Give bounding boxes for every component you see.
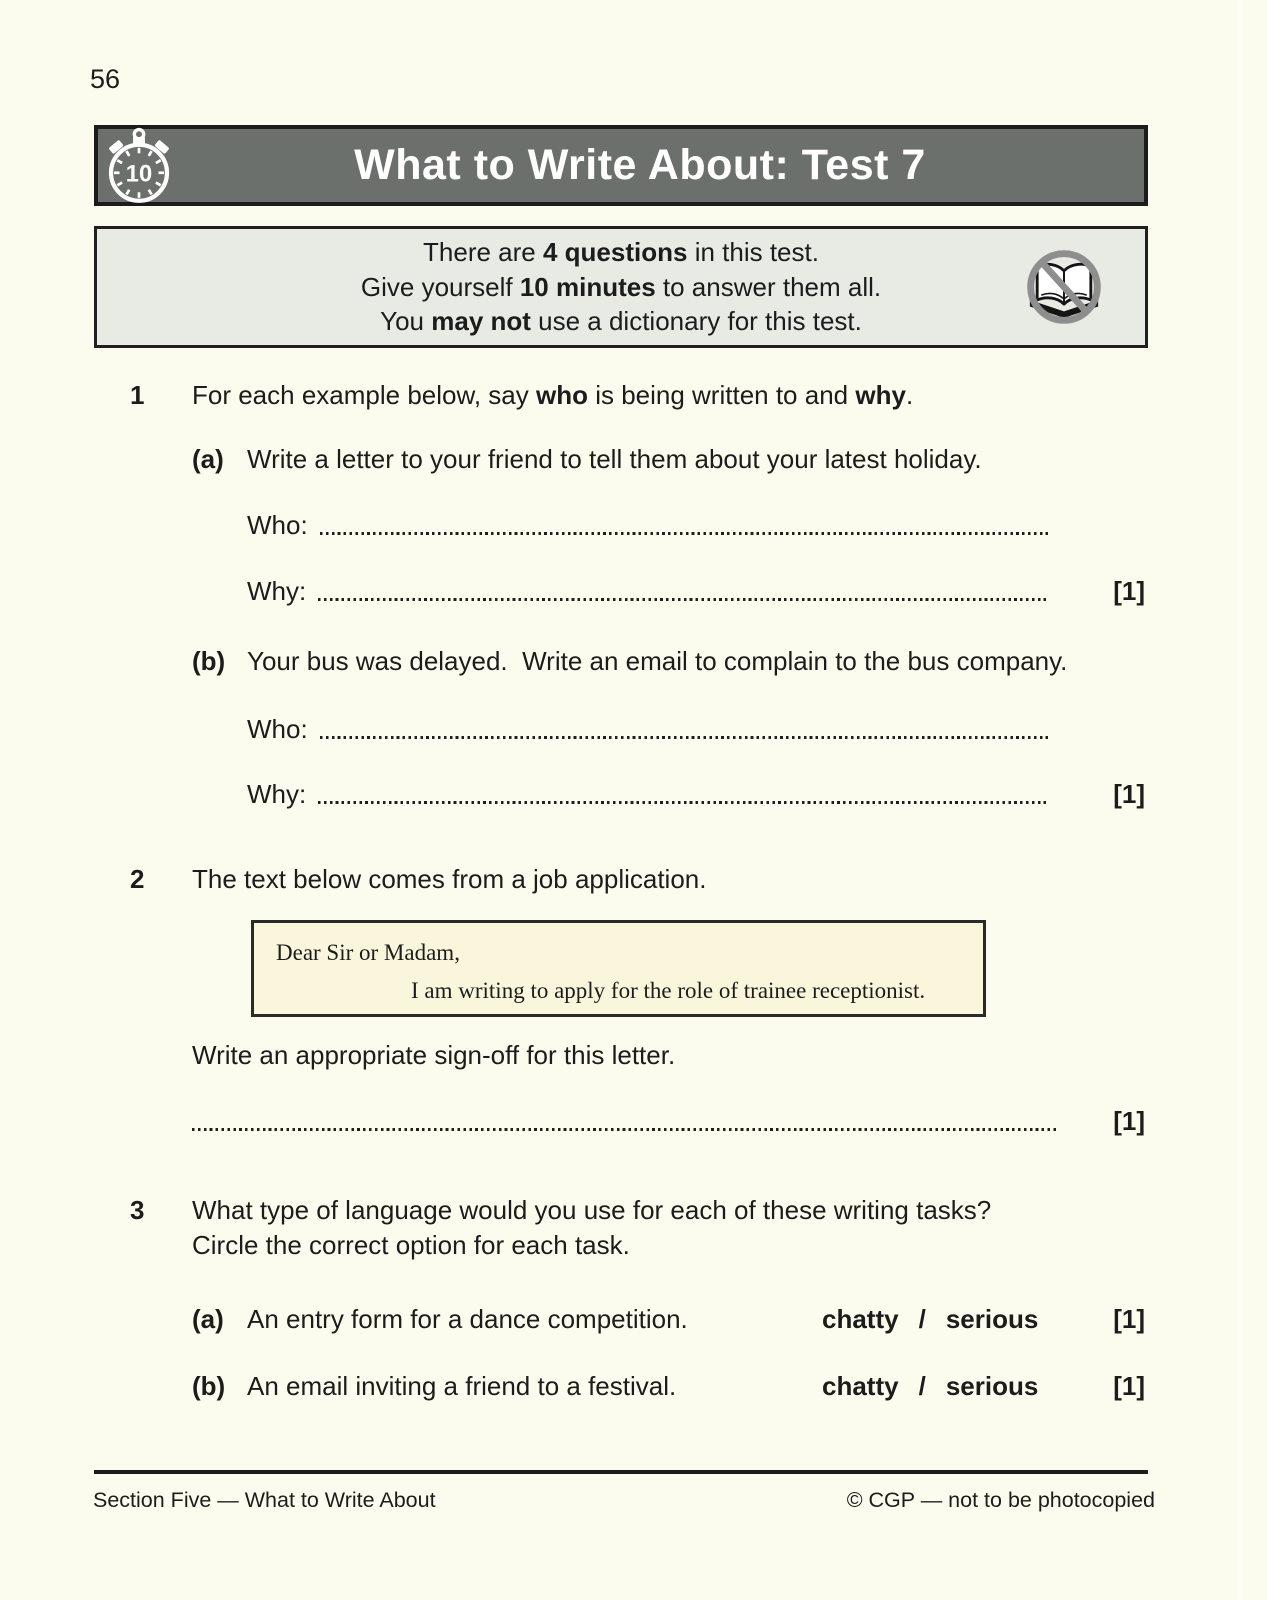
question-text-emphasis: why [855,380,906,410]
test-instructions-box [94,226,1148,348]
test-title-bar [94,125,1148,206]
letter-line: Dear Sir or Madam, [276,940,460,965]
question-1a [192,444,1152,474]
option-separator: / [918,1304,926,1334]
part-label: (a) [192,444,224,474]
answer-line [320,532,1048,535]
question-1b [192,646,1152,676]
letter-extract-box [251,920,986,1017]
who-label: Who: [247,510,308,540]
instruction-line [361,270,881,305]
question-text [192,380,913,410]
question-text-line: Circle the correct option for each task. [192,1230,630,1260]
answer-line [192,1128,1056,1131]
question-3b [192,1371,1145,1401]
answer-line [320,736,1048,739]
footer-rule [94,1470,1148,1474]
option-serious: serious [945,1371,1039,1401]
answer-row-who [247,714,1145,744]
option-chatty: chatty [822,1371,899,1401]
mark-badge: [1] [1113,1106,1145,1136]
question-text-segment: For each example below, say [192,380,536,410]
instruction-emphasis: 10 minutes [519,271,656,302]
instruction-text: in this test. [687,237,819,268]
part-label: (a) [192,1304,224,1334]
instruction-line [423,235,819,270]
mark-badge: [1] [1113,1371,1145,1401]
question-3 [130,1193,1140,1263]
answer-line [318,598,1046,601]
instruction-text: to answer them all. [655,271,882,302]
question-text-emphasis: who [535,380,588,410]
part-text: Your bus was delayed. Write an email to complain to the bus company. [247,646,1068,676]
part-text: Write a letter to your friend to tell them about your latest holiday. [247,444,982,474]
part-text: An email inviting a friend to a festival. [247,1371,677,1401]
question-text: Write an appropriate sign-off for this letter. [192,1040,676,1070]
footer-copyright: © CGP — not to be photocopied [846,1488,1155,1512]
question-2 [130,864,1130,894]
question-3a [192,1304,1145,1334]
option-chatty: chatty [822,1304,899,1334]
question-number: 1 [130,380,145,410]
part-label: (b) [192,1371,226,1401]
answer-row-why [247,779,1145,809]
part-label: (b) [192,646,226,676]
instruction-text: use a dictionary for this test. [530,306,862,337]
answer-row-why [247,576,1145,606]
no-dictionary-icon [1025,248,1103,326]
mark-badge: [1] [1113,1304,1145,1334]
question-text-segment: . [905,380,914,410]
part-text: An entry form for a dance competition. [247,1304,688,1334]
answer-row-who [247,510,1145,540]
answer-line [318,801,1046,804]
page-scan-edge [1238,0,1241,1600]
mark-badge: [1] [1113,779,1145,809]
why-label: Why: [247,779,307,809]
question-1 [130,380,1130,410]
instruction-text: You [380,306,432,337]
instruction-emphasis: may not [431,306,531,337]
mark-badge: [1] [1113,576,1145,606]
option-serious: serious [945,1304,1039,1334]
question-text-line: What type of language would you use for each of these writing tasks? [192,1195,992,1225]
instruction-line [380,304,862,339]
page-title: What to Write About: Test 7 [354,141,926,189]
question-text-segment: is being written to and [587,380,856,410]
instruction-text: There are [423,237,543,268]
stopwatch-icon [101,127,177,205]
letter-line: I am writing to apply for the role of trainee receptionist. [411,978,926,1003]
question-text: The text below comes from a job application. [192,864,707,894]
option-separator: / [918,1371,926,1401]
who-label: Who: [247,714,308,744]
footer-section-label: Section Five — What to Write About [93,1488,436,1512]
timer-minutes: 10 [125,161,153,188]
question-text [192,1193,991,1263]
instruction-text: Give yourself [360,271,520,302]
page-number: 56 [90,64,121,94]
question-number: 2 [130,864,145,894]
question-number: 3 [130,1195,145,1225]
footer [93,1488,1155,1513]
instruction-emphasis: 4 questions [542,237,688,268]
why-label: Why: [247,576,307,606]
answer-row-signoff [192,1106,1145,1136]
question-2-followup [192,1040,1152,1070]
